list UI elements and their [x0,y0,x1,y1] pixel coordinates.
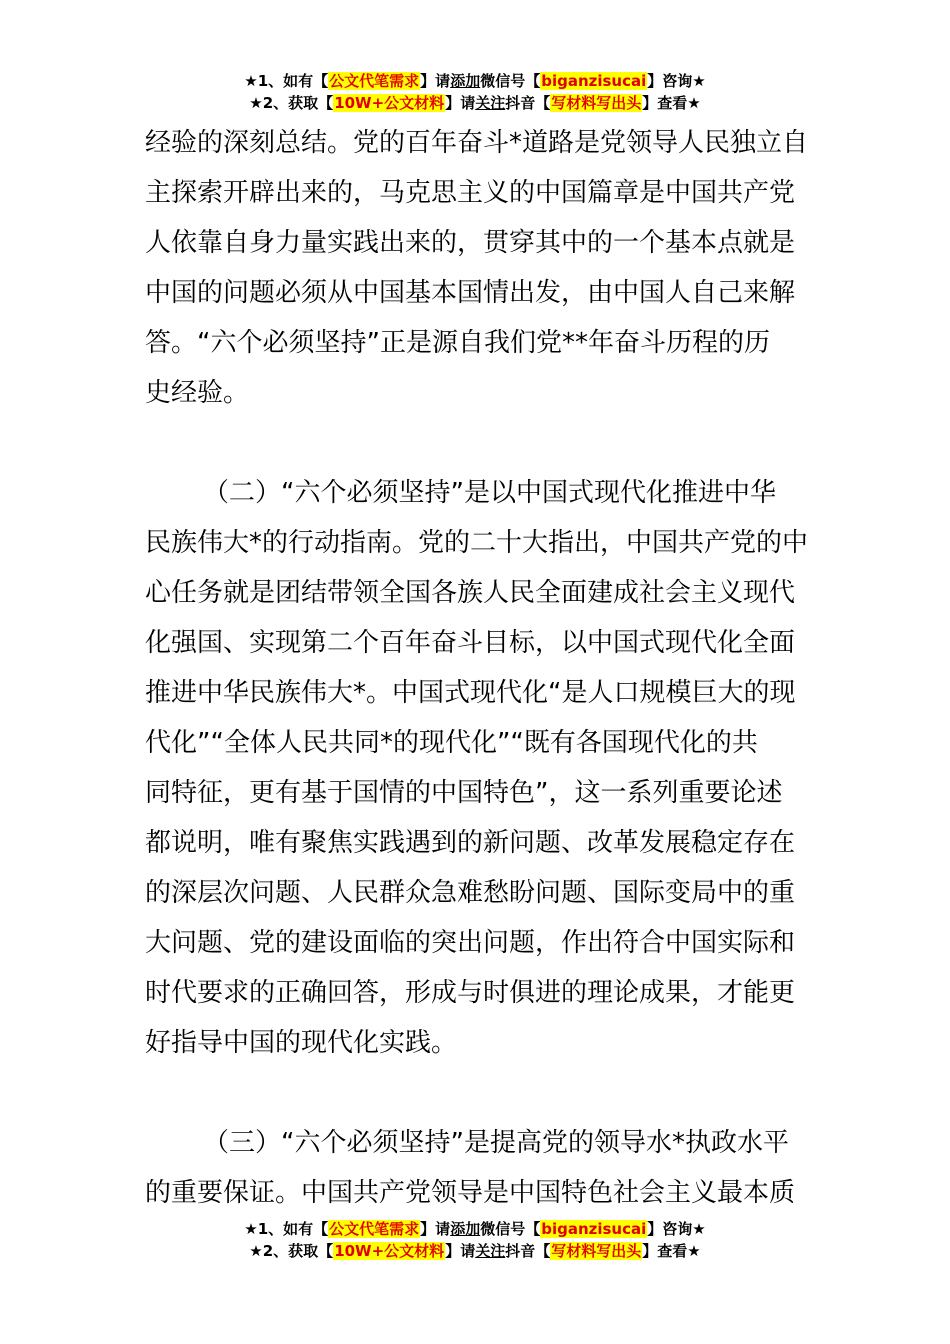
text-line: 心任务就是团结带领全国各族人民全面建成社会主义现代 [145,578,796,608]
document-body [145,118,807,1218]
banner-line-1 [0,1218,950,1240]
banner-text: ★1、如有【 [244,1220,329,1238]
banner-text: 】查看★ [642,1242,701,1260]
banner-highlight-wechat: biganzisucai [541,1220,647,1238]
banner-text: 】请 [420,1220,451,1238]
banner-highlight-wechat: biganzisucai [541,72,647,90]
text-line: 大问题、党的建设面临的突出问题，作出符合中国实际和 [145,928,796,958]
banner-highlight: 10W+公文材料 [334,1242,445,1260]
text-line: 化强国、实现第二个百年奋斗目标，以中国式现代化全面 [145,628,796,658]
text-line: （三）“六个必须坚持”是提高党的领导水*执政水平 [203,1128,789,1158]
banner-underlined: 关注 [475,1242,506,1260]
paragraph-gap [145,1068,807,1118]
banner-text: 】请 [420,72,451,90]
banner-highlight-douyin: 写材料写出头 [551,94,642,112]
banner-text: 抖音【 [505,1242,551,1260]
text-line: 主探索开辟出来的，马克思主义的中国篇章是中国共产党 [145,178,796,208]
banner-text: 抖音【 [505,94,551,112]
text-line: 中国的问题必须从中国基本国情出发，由中国人自己来解 [145,278,796,308]
banner-text: ★1、如有【 [244,72,329,90]
banner-text: 】查看★ [642,94,701,112]
paragraph-1 [145,118,807,418]
header-banner [0,70,950,114]
text-line: 推进中华民族伟大*。中国式现代化“是人口规模巨大的现 [145,678,796,708]
footer-banner [0,1218,950,1262]
text-line: 人依靠自身力量实践出来的，贯穿其中的一个基本点就是 [145,228,796,258]
text-line: 史经验。 [145,378,250,408]
text-line: 经验的深刻总结。党的百年奋斗*道路是党领导人民独立自 [145,128,809,158]
banner-text: 微信号【 [480,72,541,90]
banner-text: 】咨询★ [647,1220,706,1238]
banner-text: 】请 [445,94,476,112]
banner-text: 】请 [445,1242,476,1260]
banner-highlight: 公文代笔需求 [329,1220,420,1238]
banner-underlined: 添加 [450,1220,481,1238]
banner-highlight: 10W+公文材料 [334,94,445,112]
banner-line-1 [0,70,950,92]
text-line: 答。“六个必须坚持”正是源自我们党**年奋斗历程的历 [145,328,770,358]
text-line: 的深层次问题、人民群众急难愁盼问题、国际变局中的重 [145,878,796,908]
text-line: 代化”“全体人民共同*的现代化”“既有各国现代化的共 [145,728,758,758]
banner-line-2 [0,92,950,114]
banner-line-2 [0,1240,950,1262]
paragraph-gap [145,418,807,468]
text-line: （二）“六个必须坚持”是以中国式现代化推进中华 [203,478,776,508]
text-line: 的重要保证。中国共产党领导是中国特色社会主义最本质 [145,1178,796,1208]
banner-text: ★2、获取【 [249,94,334,112]
text-line: 都说明，唯有聚焦实践遇到的新问题、改革发展稳定存在 [145,828,796,858]
paragraph-2 [145,468,807,1068]
text-line: 好指导中国的现代化实践。 [145,1028,458,1058]
banner-underlined: 添加 [450,72,481,90]
banner-text: ★2、获取【 [249,1242,334,1260]
banner-text: 微信号【 [480,1220,541,1238]
banner-highlight: 公文代笔需求 [329,72,420,90]
text-line: 民族伟大*的行动指南。党的二十大指出，中国共产党的中 [145,528,809,558]
text-line: 时代要求的正确回答，形成与时俱进的理论成果，才能更 [145,978,796,1008]
banner-underlined: 关注 [475,94,506,112]
banner-text: 】咨询★ [647,72,706,90]
paragraph-3 [145,1118,807,1218]
banner-highlight-douyin: 写材料写出头 [551,1242,642,1260]
text-line: 同特征，更有基于国情的中国特色”，这一系列重要论述 [145,778,783,808]
